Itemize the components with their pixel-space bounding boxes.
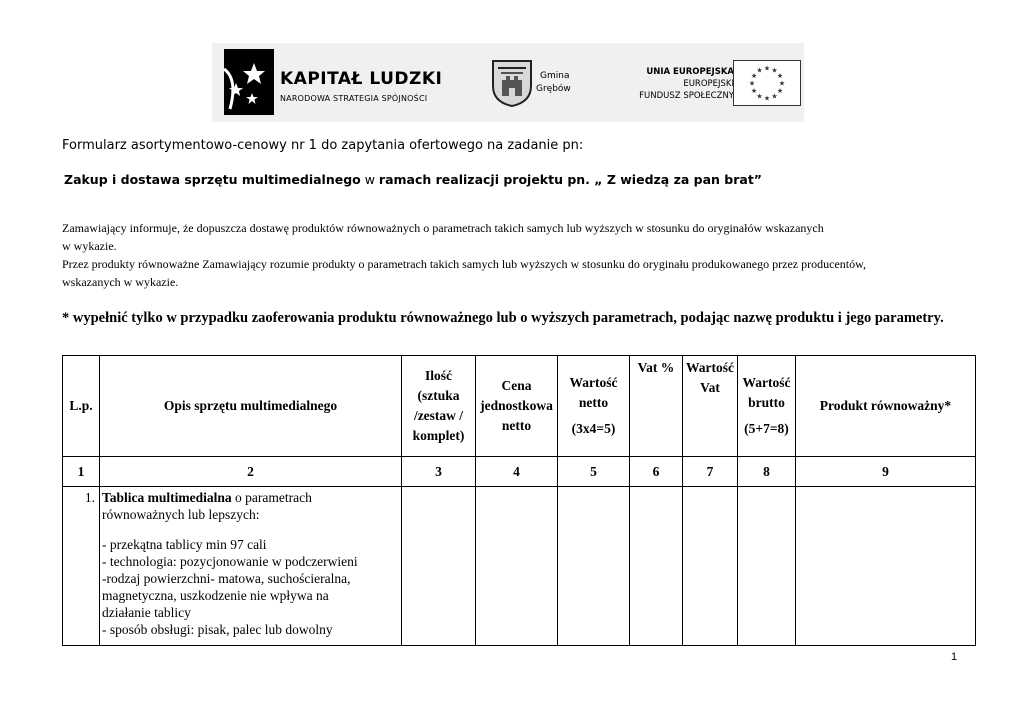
kapital-ludzki-title: KAPITAŁ LUDZKI xyxy=(280,69,443,89)
project-title xyxy=(64,172,762,187)
eu-star: ★ xyxy=(763,94,771,103)
eu-star: ★ xyxy=(750,87,758,95)
column-number: 5 xyxy=(558,457,630,487)
eu-star: ★ xyxy=(756,92,763,101)
row-produkt-cell[interactable] xyxy=(796,487,976,646)
eu-fund-line2: FUNDUSZ SPOŁECZNY xyxy=(639,91,734,101)
eu-star: ★ xyxy=(771,92,778,101)
header-wartosc-netto: Wartość netto (3x4=5) xyxy=(558,356,630,457)
header-lp: L.p. xyxy=(63,356,100,457)
eu-star: ★ xyxy=(756,66,763,75)
page-number: 1 xyxy=(951,651,958,663)
eu-star: ★ xyxy=(778,79,786,88)
eu-star: ★ xyxy=(776,87,784,95)
gmina-name: Grębów xyxy=(536,84,571,94)
gmina-grebow-crest-icon xyxy=(490,58,534,108)
column-number: 1 xyxy=(63,457,100,487)
row-ilosc-cell[interactable] xyxy=(402,487,476,646)
offer-table xyxy=(62,355,976,646)
paragraph-line: Zamawiający informuje, że dopuszcza dostawę produktów równoważnych o parametrach takich samych lub wyższych w stosunku do oryginałów wskazanych xyxy=(62,221,824,235)
column-number: 6 xyxy=(630,457,683,487)
column-number: 7 xyxy=(683,457,738,487)
row-wartosc-brutto-cell[interactable] xyxy=(738,487,796,646)
column-number: 2 xyxy=(100,457,402,487)
column-number: 3 xyxy=(402,457,476,487)
eu-title: UNIA EUROPEJSKA xyxy=(646,67,734,77)
kapital-ludzki-star-logo xyxy=(224,49,274,115)
eu-star: ★ xyxy=(763,64,771,73)
row-vat-cell[interactable] xyxy=(630,487,683,646)
row-cena-cell[interactable] xyxy=(476,487,558,646)
eu-star: ★ xyxy=(771,66,778,75)
eu-flag-icon xyxy=(733,60,801,106)
eu-star: ★ xyxy=(776,72,784,80)
header-produkt-rownowazny: Produkt równoważny* xyxy=(796,356,976,457)
row-lp: 1. xyxy=(63,487,100,646)
column-number-row xyxy=(63,457,976,487)
row-wartosc-vat-cell[interactable] xyxy=(683,487,738,646)
header-opis: Opis sprzętu multimedialnego xyxy=(100,356,402,457)
project-title-part3: ramach realizacji projektu pn. „ Z wiedzą za pan brat” xyxy=(378,172,763,187)
equivalent-product-note: * wypełnić tylko w przypadku zaoferowania produktu równoważnego lub o wyższych parametrach, podając nazwę produktu i jego parametry. xyxy=(62,310,944,326)
paragraph-line: Przez produkty równoważne Zamawiający rozumie produkty o parametrach takich samych lub wyższych w stosunku do oryginału produkowanego przez producentów, xyxy=(62,257,866,271)
eu-star: ★ xyxy=(748,79,756,88)
row-wartosc-netto-cell[interactable] xyxy=(558,487,630,646)
header-ilosc: Ilość (sztuka /zestaw / komplet) xyxy=(402,356,476,457)
eu-star: ★ xyxy=(750,72,758,80)
table-header-row xyxy=(63,356,976,457)
kapital-ludzki-subtitle: NARODOWA STRATEGIA SPÓJNOŚCI xyxy=(280,94,428,103)
table-row xyxy=(63,487,976,646)
paragraph-line: w wykazie. xyxy=(62,239,117,253)
column-number: 8 xyxy=(738,457,796,487)
header-vat: Vat % xyxy=(630,356,683,457)
gmina-label: Gmina xyxy=(540,71,570,81)
header-logo-banner xyxy=(212,43,804,122)
header-wartosc-vat: Wartość Vat xyxy=(683,356,738,457)
column-number: 4 xyxy=(476,457,558,487)
header-cena: Cena jednostkowa netto xyxy=(476,356,558,457)
project-title-part1: Zakup i dostawa sprzętu multimedialnego xyxy=(64,172,361,187)
paragraph-line: wskazanych w wykazie. xyxy=(62,275,179,289)
project-title-part2: w xyxy=(360,172,379,187)
column-number: 9 xyxy=(796,457,976,487)
form-title: Formularz asortymentowo-cenowy nr 1 do zapytania ofertowego na zadanie pn: xyxy=(62,138,584,153)
item-name: Tablica multimedialna xyxy=(102,490,232,505)
header-wartosc-brutto: Wartość brutto (5+7=8) xyxy=(738,356,796,457)
row-description: Tablica multimedialna o parametrach równoważnych lub lepszych: - przekątna tablicy min 97 cali - technologia: pozycjonowanie w podczerwieni -rodzaj powierzchni- matowa, suchościeralna, magnetyczna, uszkodzenie nie wpływa na działanie tablicy - sposób obsługi: pisak, palec lub dowolny xyxy=(100,487,402,646)
eu-fund-line1: EUROPEJSKI xyxy=(683,79,734,89)
